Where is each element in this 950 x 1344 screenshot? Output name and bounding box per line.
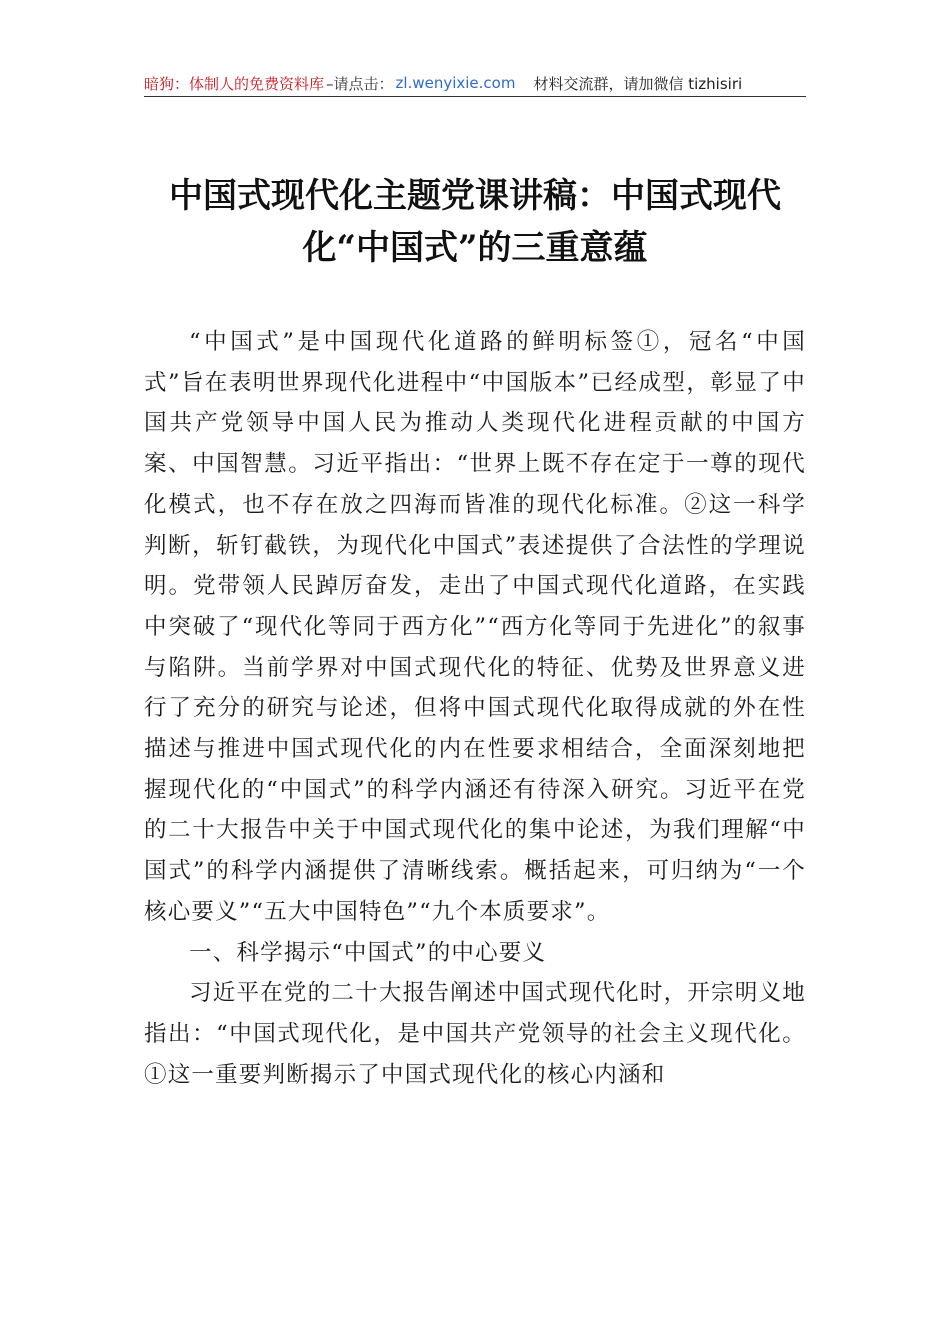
document-body <box>144 322 806 1095</box>
header-url-link[interactable]: zl.wenyixie.com <box>395 74 516 92</box>
page-header <box>144 70 806 96</box>
document-title: 中国式现代化主题党课讲稿：中国式现代化“中国式”的三重意蕴 <box>169 176 781 268</box>
header-separator: –请点击： <box>326 74 394 93</box>
header-brand[interactable]: 暗狗：体制人的免费资料库 <box>144 74 325 93</box>
paragraph-intro: “中国式”是中国现代化道路的鲜明标签①，冠名“中国式”旨在表明世界现代化进程中“中国版本”已经成型，彰显了中国共产党领导中国人民为推动人类现代化进程贡献的中国方案、中国智慧。习近平指出：“世界上既不存在定于一尊的现代化模式，也不存在放之四海而皆准的现代化标准。②这一科学判断，斩钉截铁，为现代化中国式”表述提供了合法性的学理说明。党带领人民踔厉奋发，走出了中国式现代化道路，在实践中突破了“现代化等同于西方化”“西方化等同于先进化”的叙事与陷阱。当前学界对中国式现代化的特征、优势及世界意义进行了充分的研究与论述，但将中国式现代化取得成就的外在性描述与推进中国式现代化的内在性要求相结合，全面深刻地把握现代化的“中国式”的科学内涵还有待深入研究。习近平在党的二十大报告中关于中国式现代化的集中论述，为我们理解“中国式”的科学内涵提供了清晰线索。概括起来，可归纳为“一个核心要义”“五大中国特色”“九个本质要求”。 <box>144 329 806 925</box>
section-heading-1: 一、科学揭示“中国式”的中心要义 <box>189 939 547 966</box>
paragraph-section-1: 习近平在党的二十大报告阐述中国式现代化时，开宗明义地指出：“中国式现代化，是中国共产党领导的社会主义现代化。①这一重要判断揭示了中国式现代化的核心内涵和 <box>144 980 806 1088</box>
header-divider <box>144 96 806 97</box>
header-wechat-note: 材料交流群，请加微信 tizhisiri <box>533 74 743 93</box>
